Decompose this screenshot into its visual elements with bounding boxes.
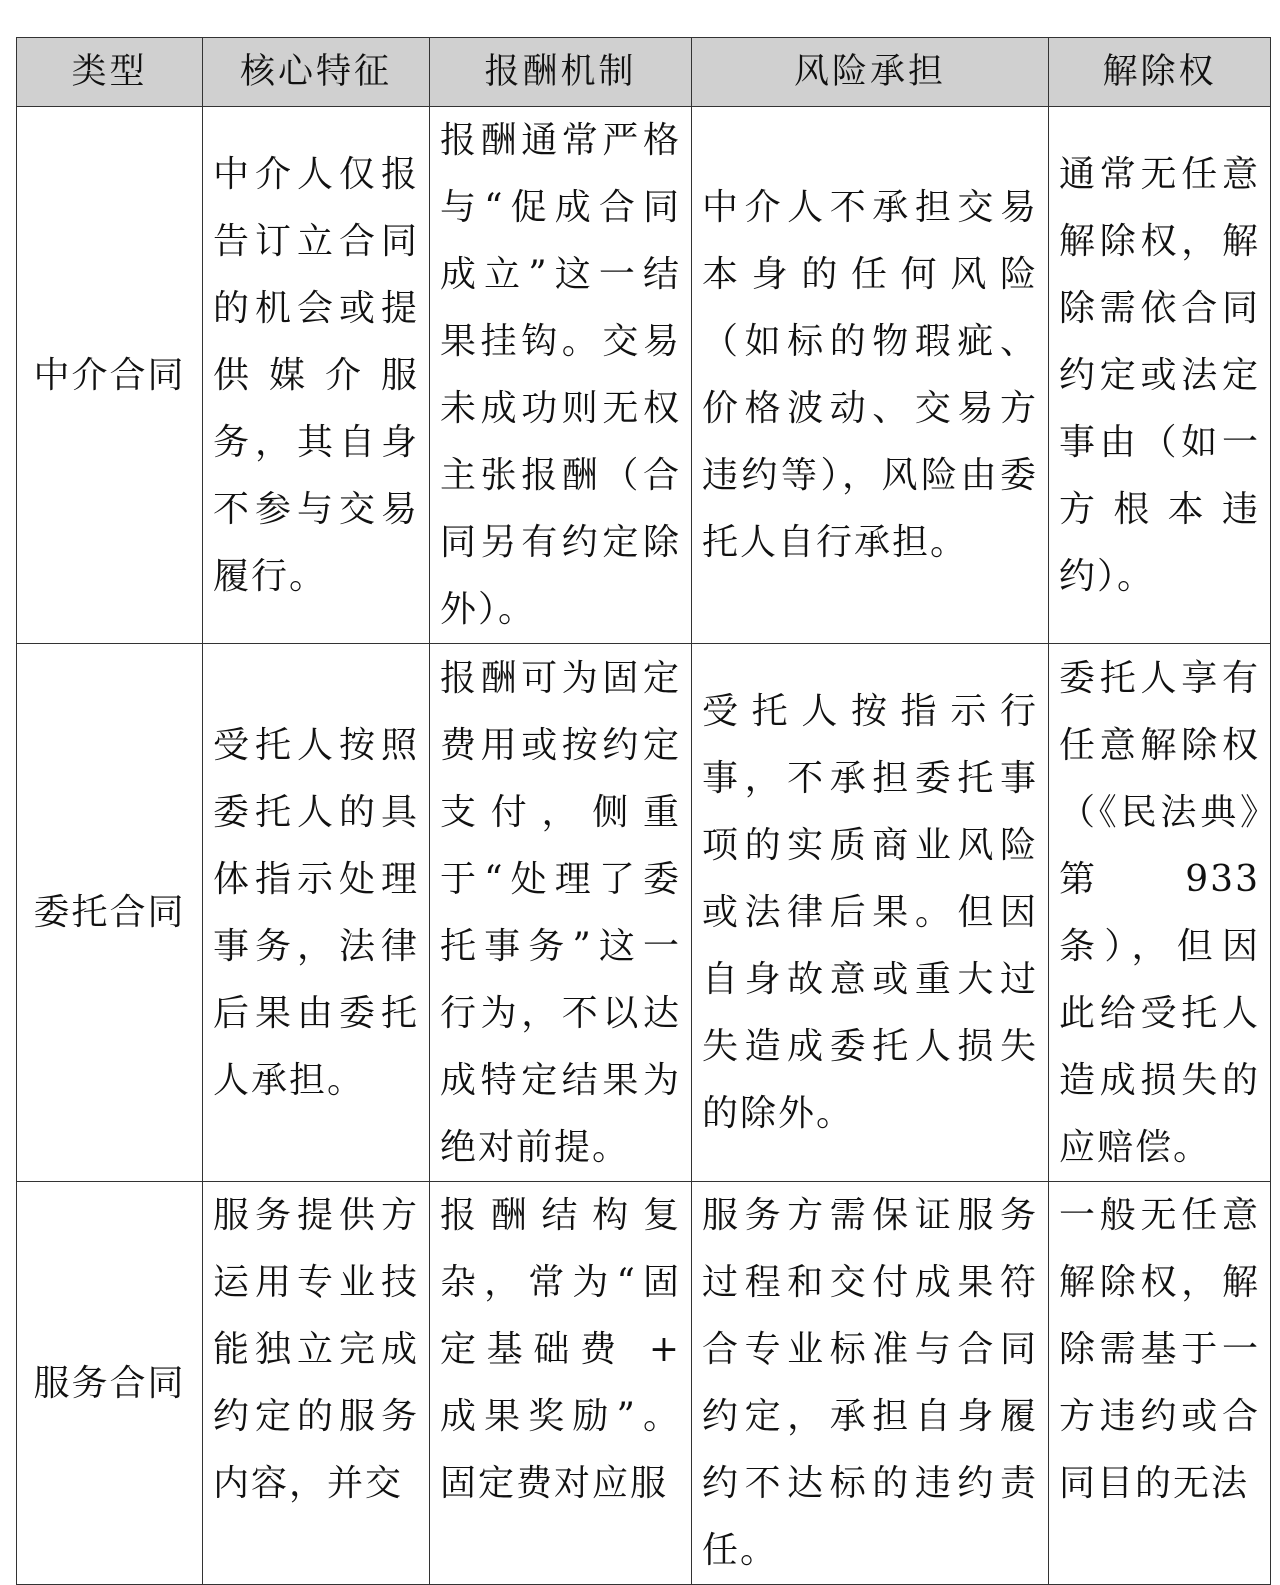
termination-cell: 委托人享有任意解除权（《民法典》第 933 条），但因此给受托人造成损失的应赔偿。 [1049,644,1271,1182]
row-type-cell: 中介合同 [17,107,203,644]
remuneration-cell: 报酬结构复杂，常为“固定基础费 + 成果奖励”。固定费对应服 [430,1182,692,1585]
header-termination: 解除权 [1049,38,1271,107]
contract-comparison-table [16,37,1271,1585]
termination-cell: 一般无任意解除权，解除需基于一方违约或合同目的无法 [1049,1182,1271,1585]
feature-cell: 服务提供方运用专业技能独立完成约定的服务内容，并交 [203,1182,430,1585]
feature-cell: 受托人按照委托人的具体指示处理事务，法律后果由委托人承担。 [203,644,430,1182]
table-row [17,1182,1271,1585]
feature-cell: 中介人仅报告订立合同的机会或提供媒介服务，其自身不参与交易履行。 [203,107,430,644]
header-remuneration: 报酬机制 [430,38,692,107]
table-row [17,644,1271,1182]
header-type: 类型 [17,38,203,107]
header-risk: 风险承担 [692,38,1049,107]
risk-cell: 受托人按指示行事，不承担委托事项的实质商业风险或法律后果。但因自身故意或重大过失造成委托人损失的除外。 [692,644,1049,1182]
termination-cell: 通常无任意解除权，解除需依合同约定或法定事由（如一方根本违约）。 [1049,107,1271,644]
risk-cell: 中介人不承担交易本身的任何风险（如标的物瑕疵、价格波动、交易方违约等），风险由委托人自行承担。 [692,107,1049,644]
remuneration-cell: 报酬通常严格与“促成合同成立”这一结果挂钩。交易未成功则无权主张报酬（合同另有约定除外）。 [430,107,692,644]
header-row [17,38,1271,107]
remuneration-cell: 报酬可为固定费用或按约定支付，侧重于“处理了委托事务”这一行为，不以达成特定结果为绝对前提。 [430,644,692,1182]
risk-cell: 服务方需保证服务过程和交付成果符合专业标准与合同约定，承担自身履约不达标的违约责任。 [692,1182,1049,1585]
header-core-feature: 核心特征 [203,38,430,107]
row-type-cell: 服务合同 [17,1182,203,1585]
row-type-cell: 委托合同 [17,644,203,1182]
table-row [17,107,1271,644]
